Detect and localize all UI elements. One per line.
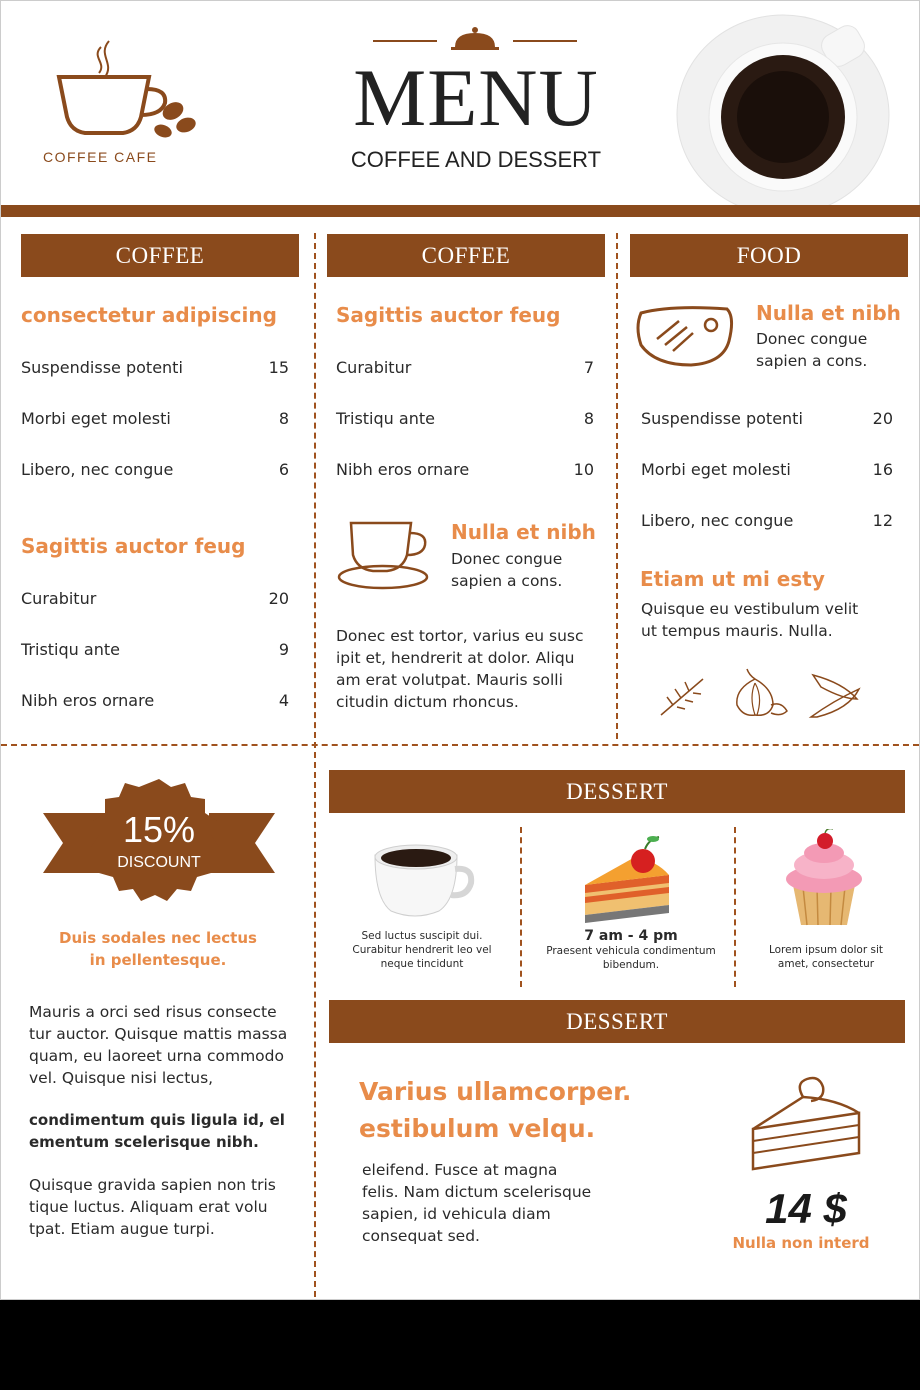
dessert-band-1: DESSERT xyxy=(329,770,905,813)
discount-paragraph-line: vel. Quisque nisi lectus, xyxy=(29,1069,214,1087)
coffee-cup-logo-icon xyxy=(41,37,211,147)
column-divider xyxy=(616,233,618,739)
discount-tagline: Duis sodales nec lectus xyxy=(59,929,257,947)
section-heading: consectetur adipiscing xyxy=(21,303,277,327)
discount-percent: 15% xyxy=(122,809,196,850)
coffee-band-2: COFFEE xyxy=(327,234,605,277)
item-name: Curabitur xyxy=(336,358,412,377)
discount-paragraph-line: tur auctor. Quisque mattis massa xyxy=(29,1025,288,1043)
item-name: Nibh eros ornare xyxy=(21,691,155,710)
feature-title: Nulla et nibh xyxy=(756,301,901,325)
dessert-caption: Sed luctus suscipit dui. xyxy=(361,930,483,942)
col2-paragraph-line: Donec est tortor, varius eu susc xyxy=(336,627,584,645)
item-price: 20 xyxy=(268,589,289,608)
item-price: 16 xyxy=(872,460,893,479)
section-heading: Sagittis auctor feug xyxy=(336,303,561,327)
item-price: 6 xyxy=(278,460,289,479)
menu-item xyxy=(336,460,594,479)
section-heading: Sagittis auctor feug xyxy=(21,534,246,558)
item-price: 8 xyxy=(583,409,594,428)
coffee-cup-outline-icon xyxy=(337,515,433,591)
menu-item xyxy=(21,409,289,428)
item-name: Morbi eget molesti xyxy=(641,460,791,479)
discount-label: DISCOUNT xyxy=(117,854,201,871)
column-divider xyxy=(314,233,316,1297)
item-price: 8 xyxy=(278,409,289,428)
item-price: 9 xyxy=(278,640,289,659)
menu-item xyxy=(641,409,893,428)
row-divider xyxy=(1,744,919,746)
steak-icon xyxy=(631,299,741,371)
discount-paragraph-line: tique luctus. Aliquam erat volu xyxy=(29,1198,268,1216)
feature-text: sapien a cons. xyxy=(451,572,563,590)
dessert-caption: Curabitur hendrerit leo vel xyxy=(352,944,492,956)
section-heading: Etiam ut mi esty xyxy=(640,567,825,591)
cake-slice-outline-icon xyxy=(747,1075,867,1175)
menu-item xyxy=(641,460,893,479)
espresso-cup-icon xyxy=(369,839,479,919)
item-name: Nibh eros ornare xyxy=(336,460,470,479)
dessert-heading: estibulum velqu. xyxy=(359,1114,596,1143)
herbs-spices-icon xyxy=(653,665,868,721)
dessert-paragraph-line: consequat sed. xyxy=(362,1227,480,1245)
menu-item xyxy=(21,460,289,479)
item-name: Tristiqu ante xyxy=(21,640,120,659)
page-title: MENU xyxy=(353,52,599,143)
item-name: Curabitur xyxy=(21,589,97,608)
food-band: FOOD xyxy=(630,234,908,277)
footer-bar xyxy=(0,1300,920,1390)
col2-paragraph-line: ipit et, hendrerit at dolor. Aliqu xyxy=(336,649,575,667)
dessert-caption: bibendum. xyxy=(602,959,660,971)
item-price: 12 xyxy=(872,511,893,530)
dessert-caption: amet, consectetur xyxy=(777,958,875,970)
dessert-caption: neque tincidunt xyxy=(380,958,464,970)
dessert-divider xyxy=(734,827,736,987)
discount-paragraph-line: tpat. Etiam augue turpi. xyxy=(29,1220,215,1238)
item-price: 10 xyxy=(573,460,594,479)
menu-item xyxy=(21,640,289,659)
logo-text: COFFEE CAFE xyxy=(43,149,158,165)
discount-tagline: in pellentesque. xyxy=(89,951,227,969)
dessert-hours: 7 am - 4 pm xyxy=(584,928,678,944)
item-price: 7 xyxy=(583,358,594,377)
feature-text: Donec congue xyxy=(756,330,868,348)
dessert-paragraph-line: sapien, id vehicula diam xyxy=(362,1205,551,1223)
item-name: Tristiqu ante xyxy=(336,409,435,428)
dessert-paragraph-line: felis. Nam dictum scelerisque xyxy=(362,1183,592,1201)
discount-paragraph-bold: ementum scelerisque nibh. xyxy=(29,1133,259,1151)
item-price: 15 xyxy=(268,358,289,377)
discount-paragraph-bold: condimentum quis ligula id, el xyxy=(29,1111,285,1129)
col2-paragraph-line: citudin dictum rhoncus. xyxy=(336,693,519,711)
item-name: Morbi eget molesti xyxy=(21,409,171,428)
col3-paragraph-line: ut tempus mauris. Nulla. xyxy=(641,622,833,640)
coffee-cup-top-view-icon xyxy=(671,9,901,209)
feature-text: Donec congue xyxy=(451,550,563,568)
menu-item xyxy=(21,358,289,377)
dessert-caption: Lorem ipsum dolor sit xyxy=(768,944,884,956)
menu-item xyxy=(336,358,594,377)
feature-text: sapien a cons. xyxy=(756,352,868,370)
menu-item xyxy=(641,511,893,530)
cake-slice-icon xyxy=(573,831,677,923)
item-name: Libero, nec congue xyxy=(21,460,174,479)
dessert-price-caption: Nulla non interd xyxy=(732,1234,870,1252)
item-name: Suspendisse potenti xyxy=(21,358,183,377)
page-subtitle: COFFEE AND DESSERT xyxy=(350,147,602,172)
dessert-caption: Praesent vehicula condimentum xyxy=(546,945,716,957)
feature-title: Nulla et nibh xyxy=(451,520,596,544)
dessert-band-2: DESSERT xyxy=(329,1000,905,1043)
coffee-band-1: COFFEE xyxy=(21,234,299,277)
col2-paragraph-line: am erat volutpat. Mauris solli xyxy=(336,671,563,689)
cloche-icon xyxy=(369,25,581,53)
cupcake-icon xyxy=(781,829,867,929)
item-price: 20 xyxy=(872,409,893,428)
coffee-cafe-logo xyxy=(41,37,211,167)
item-price: 4 xyxy=(278,691,289,710)
item-name: Libero, nec congue xyxy=(641,511,794,530)
dessert-heading: Varius ullamcorper. xyxy=(359,1077,632,1106)
menu-item xyxy=(336,409,594,428)
discount-paragraph-line: Quisque gravida sapien non tris xyxy=(29,1176,276,1194)
header-divider-bar xyxy=(1,205,920,217)
menu-item xyxy=(21,691,289,710)
dessert-divider xyxy=(520,827,522,987)
menu-item xyxy=(21,589,289,608)
dessert-paragraph-line: eleifend. Fusce at magna xyxy=(362,1161,558,1179)
dessert-price: 14 $ xyxy=(765,1185,847,1232)
discount-paragraph-line: quam, eu laoreet urna commodo xyxy=(29,1047,284,1065)
discount-paragraph-line: Mauris a orci sed risus consecte xyxy=(29,1003,277,1021)
item-name: Suspendisse potenti xyxy=(641,409,803,428)
col3-paragraph-line: Quisque eu vestibulum velit xyxy=(641,600,859,618)
